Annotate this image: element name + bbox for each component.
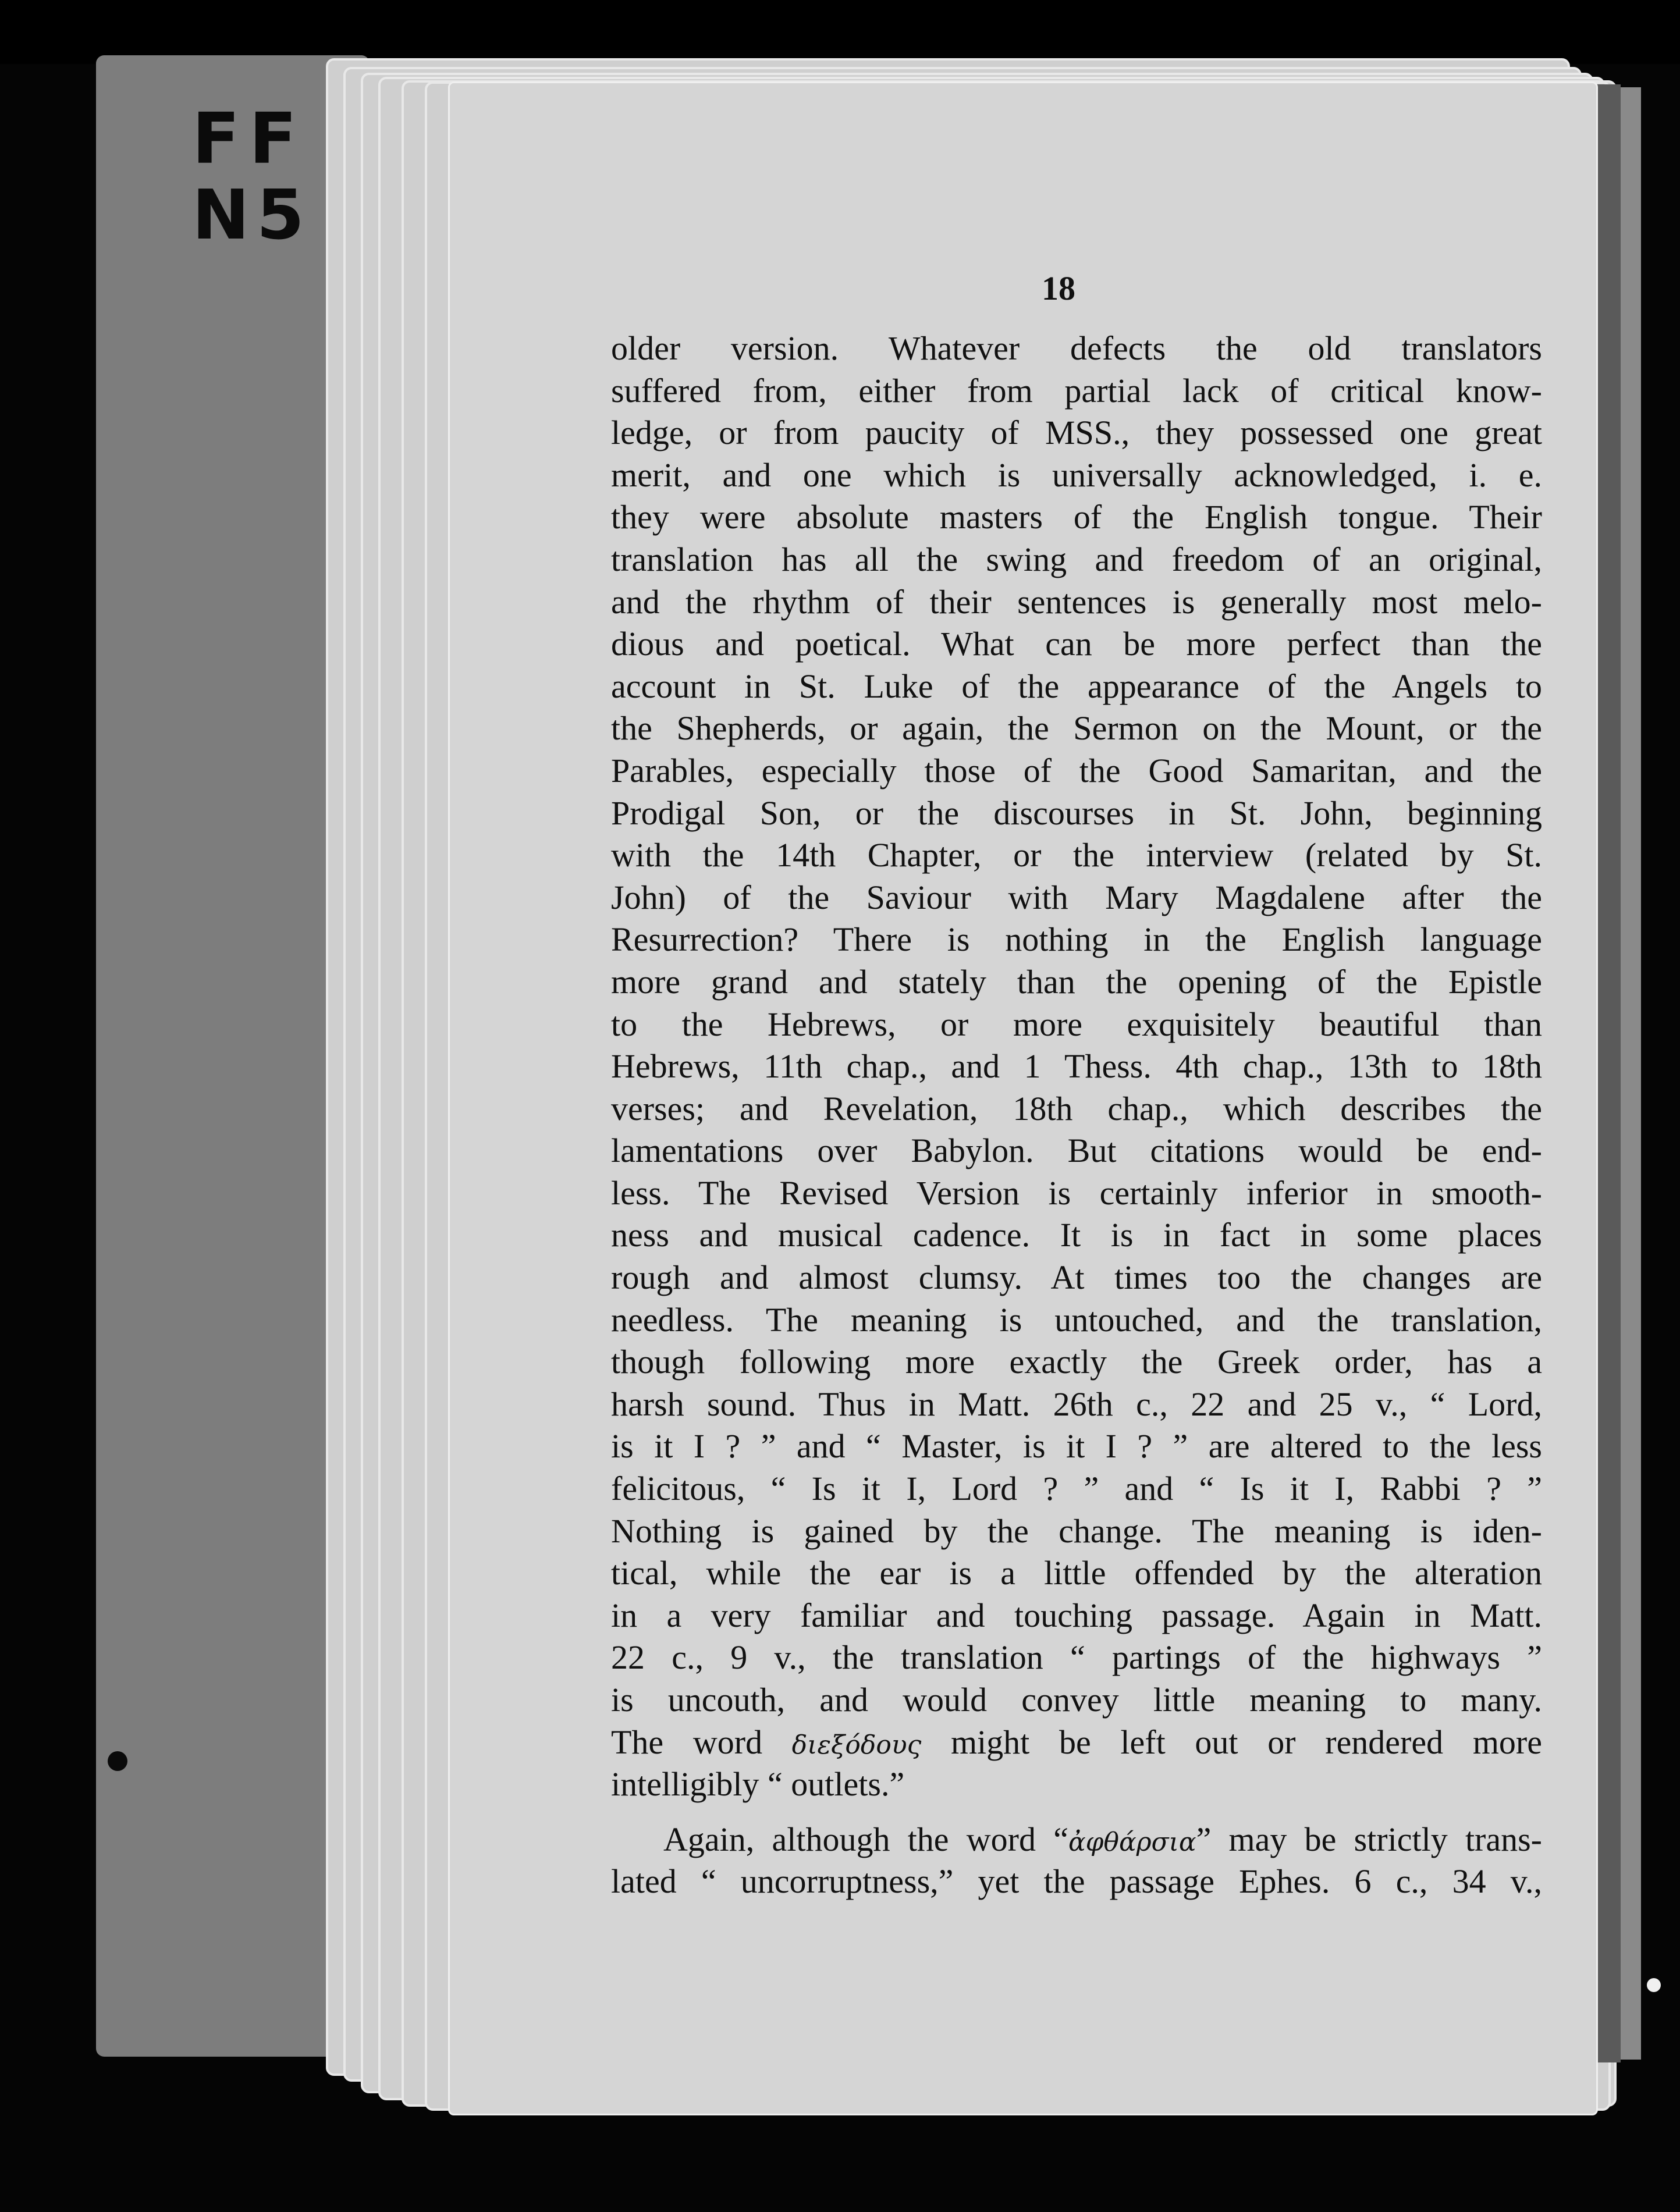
text-line: Hebrews, 11th chap., and 1 Thess. 4th chap., 13th to 18th	[611, 1047, 1542, 1086]
text-line: to the Hebrews, or more exquisitely beautiful than	[611, 1005, 1542, 1043]
greek-word: διεξόδους	[791, 1730, 922, 1760]
greek-line-before: The word	[611, 1723, 763, 1761]
page-number: 18	[1042, 269, 1075, 307]
text-line: though following more exactly the Greek order, has a	[611, 1343, 1542, 1381]
text-line: the Shepherds, or again, the Sermon on the Mount, or the	[611, 709, 1542, 748]
text-line: older version. Whatever defects the old translators	[611, 329, 1542, 367]
text-line: in a very familiar and touching passage. Again in Matt.	[611, 1596, 1542, 1634]
scan-top-border	[0, 0, 1680, 64]
text-line: John) of the Saviour with Mary Magdalene after the	[611, 878, 1542, 916]
text-line: dious and poetical. What can be more perfect than the	[611, 625, 1542, 663]
text-line: Nothing is gained by the change. The meaning is iden-	[611, 1512, 1542, 1550]
text-line: rough and almost clumsy. At times too the changes are	[611, 1258, 1542, 1297]
page-text	[611, 328, 1542, 1903]
text-line: merit, and one which is universally acknowledged, i. e.	[611, 456, 1542, 494]
text-line: lamentations over Babylon. But citations would be end-	[611, 1132, 1542, 1170]
scan-speck	[108, 1751, 127, 1771]
text-line: with the 14th Chapter, or the interview (related by St.	[611, 836, 1542, 874]
book-spine-edge	[1621, 87, 1641, 2060]
paragraph-start-line	[611, 1819, 1542, 1861]
greek-word: ἀφθάρσια	[1068, 1827, 1196, 1857]
greek-line-before: Again, although the word “	[663, 1820, 1068, 1858]
text-line: account in St. Luke of the appearance of the Angels to	[611, 667, 1542, 705]
paragraph-end-line: intelligibly “ outlets.”	[611, 1765, 905, 1804]
text-line: verses; and Revelation, 18th chap., which describes the	[611, 1089, 1542, 1128]
text-line: suffered from, either from partial lack of critical know-	[611, 371, 1542, 410]
text-line: ledge, or from paucity of MSS., they possessed one great	[611, 414, 1542, 452]
text-line: they were absolute masters of the English tongue. Their	[611, 498, 1542, 536]
text-line: ness and musical cadence. It is in fact in some places	[611, 1216, 1542, 1254]
text-line: less. The Revised Version is certainly inferior in smooth-	[611, 1173, 1542, 1212]
text-line: 22 c., 9 v., the translation “ partings of the highways ”	[611, 1638, 1542, 1677]
paragraph-gap	[611, 1806, 1542, 1819]
text-line-greek	[611, 1722, 1542, 1764]
handwritten-mark-top: FF	[192, 99, 306, 180]
text-line: is it I ? ” and “ Master, is it I ? ” are altered to the less	[611, 1427, 1542, 1466]
text-line: Resurrection? There is nothing in the English language	[611, 920, 1542, 959]
text-line: is uncouth, and would convey little meaning to many.	[611, 1681, 1542, 1719]
text-line: harsh sound. Thus in Matt. 26th c., 22 and 25 v., “ Lord,	[611, 1385, 1542, 1423]
greek-line-after: ” may be strictly trans-	[1196, 1820, 1542, 1858]
greek-line-after: might be left out or rendered more	[950, 1723, 1542, 1761]
text-line: and the rhythm of their sentences is generally most melo-	[611, 582, 1542, 621]
text-line: Prodigal Son, or the discourses in St. John, beginning	[611, 794, 1542, 832]
text-line: needless. The meaning is untouched, and the translation,	[611, 1300, 1542, 1339]
text-line: Parables, especially those of the Good Samaritan, and the	[611, 751, 1542, 790]
handwritten-mark-bottom: N5	[192, 175, 311, 255]
scan-speck	[1647, 1978, 1661, 1992]
text-line: tical, while the ear is a little offended by the alteration	[611, 1554, 1542, 1592]
text-line: felicitous, “ Is it I, Lord ? ” and “ Is it I, Rabbi ? ”	[611, 1470, 1542, 1508]
text-line: lated “ uncorruptness,” yet the passage Ephes. 6 c., 34 v.,	[611, 1862, 1542, 1901]
text-line: more grand and stately than the opening of the Epistle	[611, 962, 1542, 1001]
text-line: translation has all the swing and freedom of an original,	[611, 540, 1542, 578]
